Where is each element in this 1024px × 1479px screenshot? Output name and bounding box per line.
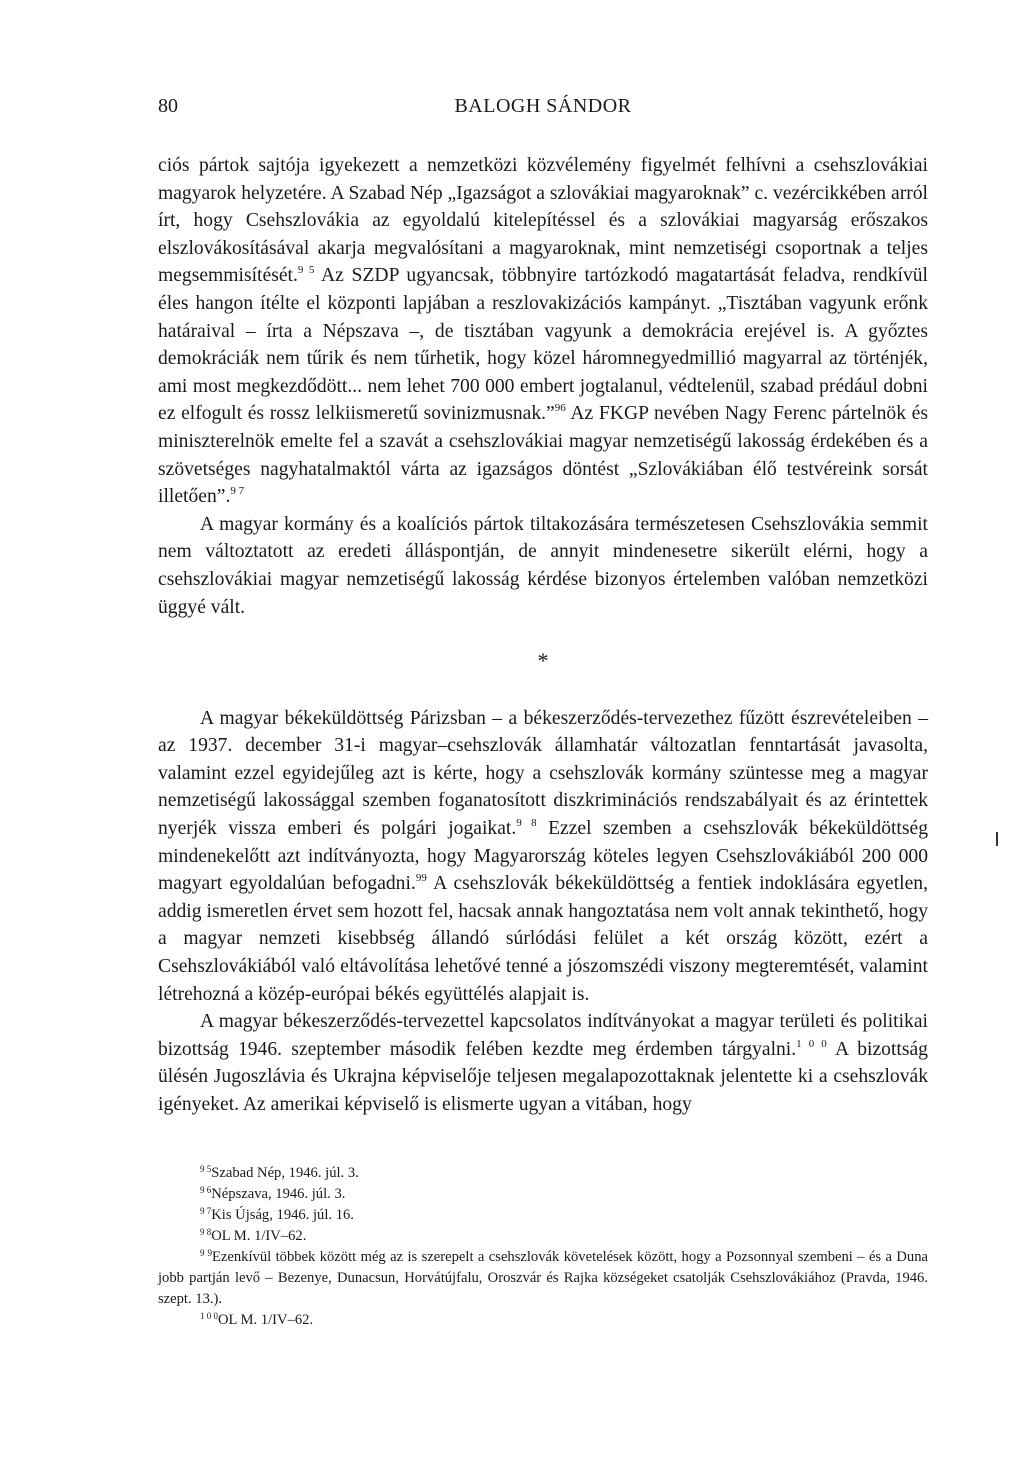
text-run: Az SZDP ugyancsak, többnyire tartózkodó magatartását feladva, rendkívül éles hangon ítélte el központi lapjában a reszlovakizációs kampányt. „Tisztában vagyunk erőnk határaival – írta a Népszava –, de tisztában vagyunk a demokrácia erejével is. A győztes demokráciák nem tűrik és nem tűrhetik, hogy közel háromnegyedmillió magyarral az történjék, ami most megkezdődött... nem lehet 700 000 embert jogtalanul, védtelenül, szabad prédául dobni ez elfogult és rossz lelkiismeretű sovinizmusnak.”	[158, 265, 928, 425]
paragraph	[158, 152, 928, 511]
footnote-mark: 9 6	[200, 1185, 212, 1195]
text-run: Az FKGP nevében Nagy Ferenc pártelnök és miniszterelnök emelte fel a szavát a csehszlovákiai magyar nemzetiségű lakosság érdekében és a szövetséges nagyhatalmaktól várta az igazságos döntést „Szlovákiában élő testvéreink sorsát illetően”.	[158, 403, 928, 508]
running-head: BALOGH SÁNDOR	[454, 95, 632, 117]
footnote-ref: 9 5	[297, 264, 315, 277]
paragraph	[158, 1008, 928, 1118]
footnote	[158, 1163, 928, 1184]
page-header	[158, 95, 928, 125]
footnote-ref: 99	[415, 872, 427, 885]
text-run: A magyar békeküldöttség Párizsban – a békeszerződés-tervezethez fűzött észrevételeiben – az 1937. december 31-i magyar–csehszlovák államhatár változatlan fenntartását javasolta, valamint ezzel egyidejűleg azt is kérte, hogy a csehszlovák kormány szüntesse meg a magyar nemzetiségű lakossággal szemben foganatosított diszkriminációs rendszabályait és az érintettek nyerjék vissza emberi és polgári jogaikat.	[158, 707, 928, 840]
body-text	[158, 152, 928, 1119]
text-run: ciós pártok sajtója igyekezett a nemzetközi közvélemény figyelmét felhívni a csehszlovákiai magyarok helyzetére. A Szabad Nép „Igazságot a szlovákiai magyaroknak” c. vezércikkében arról írt, hogy Csehszlovákia az egyoldalú kitelepítéssel és a szlovákiai magyarság erőszakos elszlovákosításával akarja megvalósítani a magyaroknak, mint nemzetiségi csoportnak a teljes megsemmisítését.	[158, 155, 928, 287]
footnote	[158, 1184, 928, 1205]
footnote-ref: 1 0 0	[796, 1037, 827, 1050]
footnote	[158, 1310, 928, 1331]
margin-mark	[996, 832, 998, 846]
footnote-text: OL M. 1/IV–62.	[211, 1228, 307, 1244]
paragraph: A magyar kormány és a koalíciós pártok tiltakozására természetesen Csehszlovákia semmit nem változtatott az eredeti álláspontján, de annyit mindenesetre sikerült elérni, hogy a csehszlovákiai magyar nemzetiségű lakosság kérdése bizonyos értelemben valóban nemzetközi üggyé vált.	[158, 513, 928, 618]
text-run: A csehszlovák békeküldöttség a fentiek indoklására egyetlen, addig ismeretlen érvet sem hozott fel, hacsak annak hangoztatása nem volt annak tekinthető, hogy a magyar nemzeti kisebbség állandó súrlódási felület a két ország között, ezért a Csehszlovákiából való eltávolítása lehetővé tenné a jószomszédi viszony megteremtését, valamint létrehozná a közép-európai békés együttélés alapjait is.	[158, 873, 928, 1005]
footnote-mark: 9 5	[200, 1164, 212, 1174]
footnote-ref: 96	[554, 402, 566, 415]
footnote-mark: 1 0 0	[200, 1311, 218, 1321]
footnote-text: OL M. 1/IV–62.	[218, 1312, 314, 1328]
text-run: A magyar békeszerződés-tervezettel kapcsolatos indítványokat a magyar területi és politikai bizottság 1946. szeptember második felében kezdte meg érdemben tárgyalni.	[158, 1011, 928, 1060]
footnote-ref: 9 8	[516, 817, 537, 830]
footnote-mark: 9 8	[200, 1227, 212, 1237]
footnote-mark: 9 7	[200, 1206, 212, 1216]
footnote-text: Kis Újság, 1946. júl. 16.	[211, 1207, 354, 1223]
section-break: *	[537, 648, 549, 674]
footnote-text: Népszava, 1946. júl. 3.	[211, 1186, 346, 1202]
footnote-mark: 9 9	[200, 1248, 213, 1258]
text-run: A bizottság ülésén Jugoszlávia és Ukrajna képviselője teljesen megalapozottaknak jelentette ki a csehszlovák igényeket. Az amerikai képviselő is elismerte ugyan a vitában, hogy	[158, 1038, 928, 1115]
paragraph	[158, 705, 928, 1009]
footnote	[158, 1226, 928, 1247]
footnote-text: Ezenkívül többek között még az is szerepelt a csehszlovák követelések között, hogy a Pozsonnyal szembeni – és a Duna jobb partján levő – Bezenye, Dunacsun, Horvátújfalu, Oroszvár és Rajka községeket csatolják Csehszlovákiához (Pravda, 1946. szept. 13.).	[158, 1249, 929, 1307]
footnote-text: Szabad Nép, 1946. júl. 3.	[211, 1165, 359, 1181]
footnote-ref: 9 7	[230, 485, 245, 498]
footnotes	[158, 1163, 928, 1331]
page-number: 80	[158, 95, 178, 117]
footnote	[158, 1205, 928, 1226]
footnote	[158, 1247, 928, 1310]
text-run: Ezzel szemben a csehszlovák békeküldöttség mindenekelőtt azt indítványozta, hogy Magyarország köteles legyen Csehszlovákiából 200 000 magyart egyoldalúan befogadni.	[158, 818, 928, 895]
